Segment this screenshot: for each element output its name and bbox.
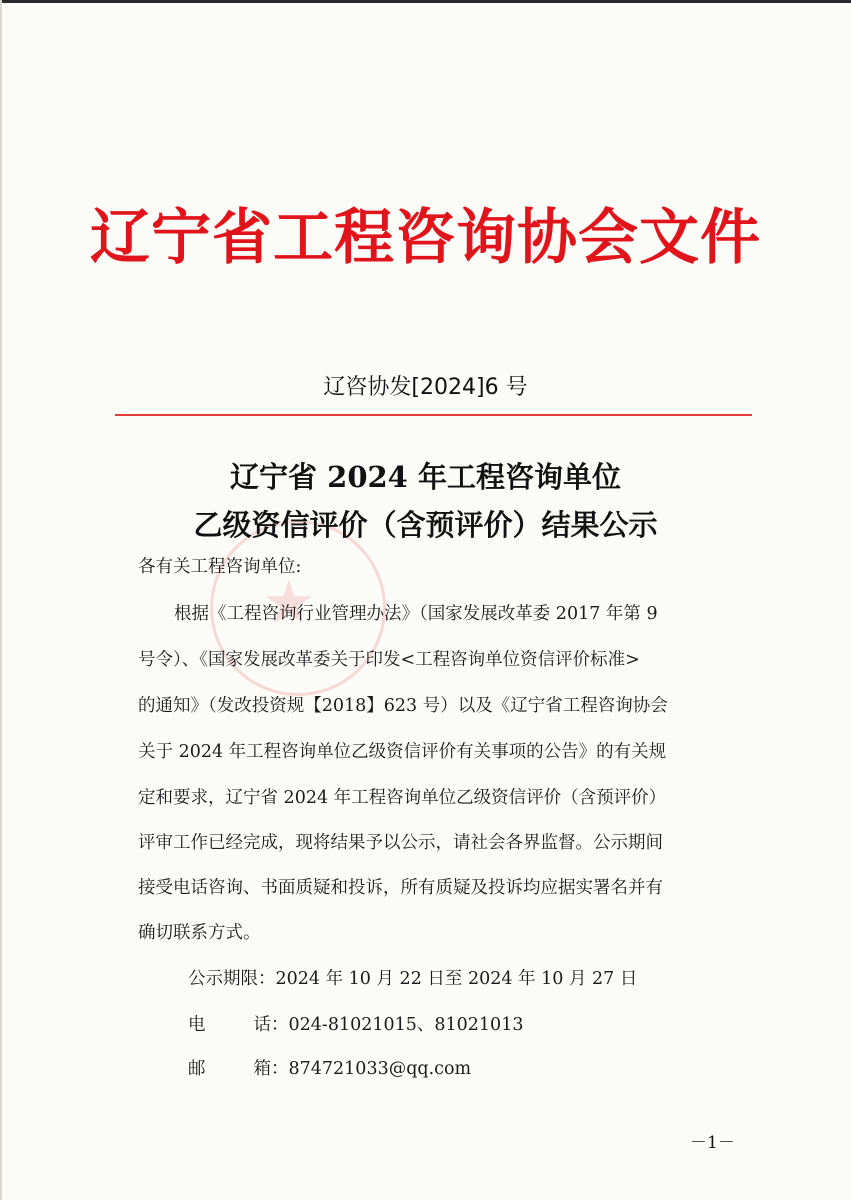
body-line: 确切联系方式。 — [138, 923, 261, 943]
document-masthead: 辽宁省工程咨询协会文件 — [90, 203, 761, 273]
phone-label-a: 电 — [188, 1015, 206, 1035]
contact-phone — [188, 1011, 523, 1036]
email-value: 874721033@qq.com — [288, 1059, 472, 1079]
title-line-2: 乙级资信评价（含预评价）结果公示 — [193, 508, 658, 542]
phone-label-b: 话： — [253, 1015, 289, 1035]
body-line: 关于 2024 年工程咨询单位乙级资信评价有关事项的公告》的有关规 — [138, 742, 667, 762]
body-line: 根据《工程咨询行业管理办法》（国家发展改革委 2017 年第 9 — [174, 604, 658, 624]
body-line: 评审工作已经完成，现将结果予以公示，请社会各界监督。公示期间 — [138, 833, 663, 853]
contact-email — [188, 1055, 471, 1080]
period-label: 公示期限： — [188, 969, 276, 989]
phone-value: 024-81021015、81021013 — [288, 1015, 524, 1035]
scan-border-left — [0, 0, 2, 1200]
scan-border-top — [0, 0, 851, 3]
publicity-period — [188, 965, 637, 990]
body-line: 的通知》（发改投资规【2018】623 号）以及《辽宁省工程咨询协会 — [138, 696, 668, 716]
title-line-1: 辽宁省 2024 年工程咨询单位 — [230, 460, 621, 494]
period-value: 2024 年 10 月 22 日至 2024 年 10 月 27 日 — [275, 969, 638, 989]
seal-star-icon: ★ — [262, 568, 316, 638]
email-label-a: 邮 — [188, 1059, 206, 1079]
email-label-b: 箱： — [253, 1059, 289, 1079]
page-number: －1－ — [690, 1133, 735, 1153]
body-line: 号令）、《国家发展改革委关于印发<工程咨询单位资信评价标准> — [138, 650, 640, 670]
body-line: 定和要求，辽宁省 2024 年工程咨询单位乙级资信评价（含预评价） — [138, 788, 667, 808]
document-number: 辽咨协发[2024]6 号 — [323, 375, 528, 400]
red-divider — [115, 414, 752, 416]
body-line: 接受电话咨询、书面质疑和投诉，所有质疑及投诉均应据实署名并有 — [138, 878, 663, 898]
salutation: 各有关工程咨询单位: — [138, 557, 302, 577]
